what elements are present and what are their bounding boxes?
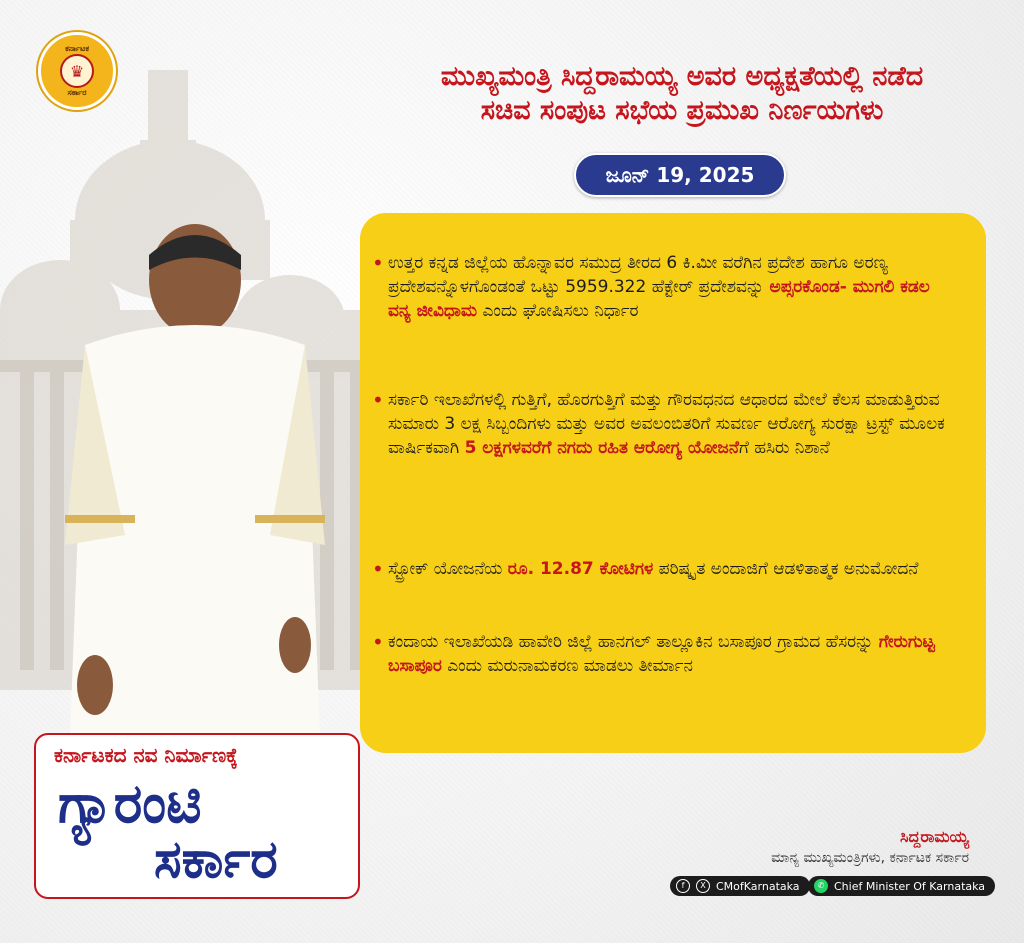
headline-line-1: ಮುಖ್ಯಮಂತ್ರಿ ಸಿದ್ದರಾಮಯ್ಯ ಅವರ ಅಧ್ಯಕ್ಷತೆಯಲ್ಲಿ ನಡೆದ xyxy=(440,61,924,92)
guarantee-tagline: ಕರ್ನಾಟಕದ ನವ ನಿರ್ಮಾಣಕ್ಕೆ xyxy=(54,743,238,767)
social-handle-text: CMofKarnataka xyxy=(716,879,800,893)
signature-title: ಮಾನ್ಯ ಮುಖ್ಯಮಂತ್ರಿಗಳು, ಕರ್ನಾಟಕ ಸರ್ಕಾರ xyxy=(771,850,969,866)
bullet-icon: • xyxy=(372,557,384,581)
whatsapp-channel-text: Chief Minister Of Karnataka xyxy=(834,879,986,893)
decision-item: • ಉತ್ತರ ಕನ್ನಡ ಜಿಲ್ಲೆಯ ಹೊನ್ನಾವರ ಸಮುದ್ರ ತೀರದ 6 ಕಿ.ಮೀ ವರೆಗಿನ ಪ್ರದೇಶ ಹಾಗೂ ಅರಣ್ಯ ಪ್ರದೇಶವನ್ನೊಳಗೊಂಡಂತೆ ಒಟ್ಟು 5959.322 ಹೆಕ್ಟೇರ್ ಪ್ರದೇಶವನ್ನು ಅಪ್ಸರಕೊಂಡ- ಮುಗಲಿ ಕಡಲ ವನ್ಯ ಜೀವಿಧಾಮ ಎಂದು ಘೋಷಿಸಲು ನಿರ್ಧಾರ xyxy=(372,251,930,321)
date-badge: ಜೂನ್ 19, 2025 xyxy=(574,153,786,197)
decisions-panel xyxy=(360,213,986,753)
emblem-bottom-text: ಸರ್ಕಾರ xyxy=(67,88,87,97)
guarantee-government-badge xyxy=(34,733,360,899)
karnataka-emblem-logo xyxy=(38,32,116,110)
bullet-icon: • xyxy=(372,388,384,412)
decision-item: • ಸರ್ಕಾರಿ ಇಲಾಖೆಗಳಲ್ಲಿ ಗುತ್ತಿಗೆ, ಹೊರಗುತ್ತಿಗೆ ಮತ್ತು ಗೌರವಧನದ ಆಧಾರದ ಮೇಲೆ ಕೆಲಸ ಮಾಡುತ್ತಿರುವ ಸುಮಾರು 3 ಲಕ್ಷ ಸಿಬ್ಬಂದಿಗಳು ಮತ್ತು ಅವರ ಅವಲಂಬಿತರಿಗೆ ಸುವರ್ಣ ಆರೋಗ್ಯ ಸುರಕ್ಷಾ ಟ್ರಸ್ಟ್ ಮೂಲಕ ವಾರ್ಷಿಕವಾಗಿ 5 ಲಕ್ಷಗಳವರೆಗೆ ನಗದು ರಹಿತ ಆರೋಗ್ಯ ಯೋಜನೆಗೆ ಹಸಿರು ನಿಶಾನೆ xyxy=(372,388,945,458)
bullet-icon: • xyxy=(372,630,384,654)
facebook-icon: f xyxy=(676,879,690,893)
headline xyxy=(362,60,1002,128)
guarantee-word: ಗ್ಯಾರಂಟಿ xyxy=(58,772,202,835)
signature-name: ಸಿದ್ದರಾಮಯ್ಯ xyxy=(900,827,969,846)
whatsapp-icon: ✆ xyxy=(814,879,828,893)
chief-minister-portrait xyxy=(55,215,330,735)
emblem-top-text: ಕರ್ನಾಟಕ xyxy=(65,44,89,53)
government-word: ಸರ್ಕಾರ xyxy=(154,830,278,890)
headline-line-2: ಸಚಿವ ಸಂಪುಟ ಸಭೆಯ ಪ್ರಮುಖ ನಿರ್ಣಯಗಳು xyxy=(480,95,884,126)
emblem-icon: ♛ xyxy=(60,54,94,88)
decision-item: • ಕಂದಾಯ ಇಲಾಖೆಯಡಿ ಹಾವೇರಿ ಜಿಲ್ಲೆ ಹಾನಗಲ್ ತಾಲ್ಲೂಕಿನ ಬಸಾಪೂರ ಗ್ರಾಮದ ಹೆಸರನ್ನು ಗೇರುಗುಟ್ಟ ಬಸಾಪೂರ ಎಂದು ಮರುನಾಮಕರಣ ಮಾಡಲು ತೀರ್ಮಾನ xyxy=(372,630,935,676)
whatsapp-channel-badge[interactable] xyxy=(808,876,995,896)
decision-item: • ಸ್ಟ್ರೋಕ್ ಯೋಜನೆಯ ರೂ. 12.87 ಕೋಟಿಗಳ ಪರಿಷ್ಕೃತ ಅಂದಾಜಿಗೆ ಆಡಳಿತಾತ್ಮಕ ಅನುಮೋದನೆ xyxy=(372,557,919,581)
bullet-icon: • xyxy=(372,251,384,275)
x-icon: X xyxy=(696,879,710,893)
social-handle-badge[interactable] xyxy=(670,876,810,896)
